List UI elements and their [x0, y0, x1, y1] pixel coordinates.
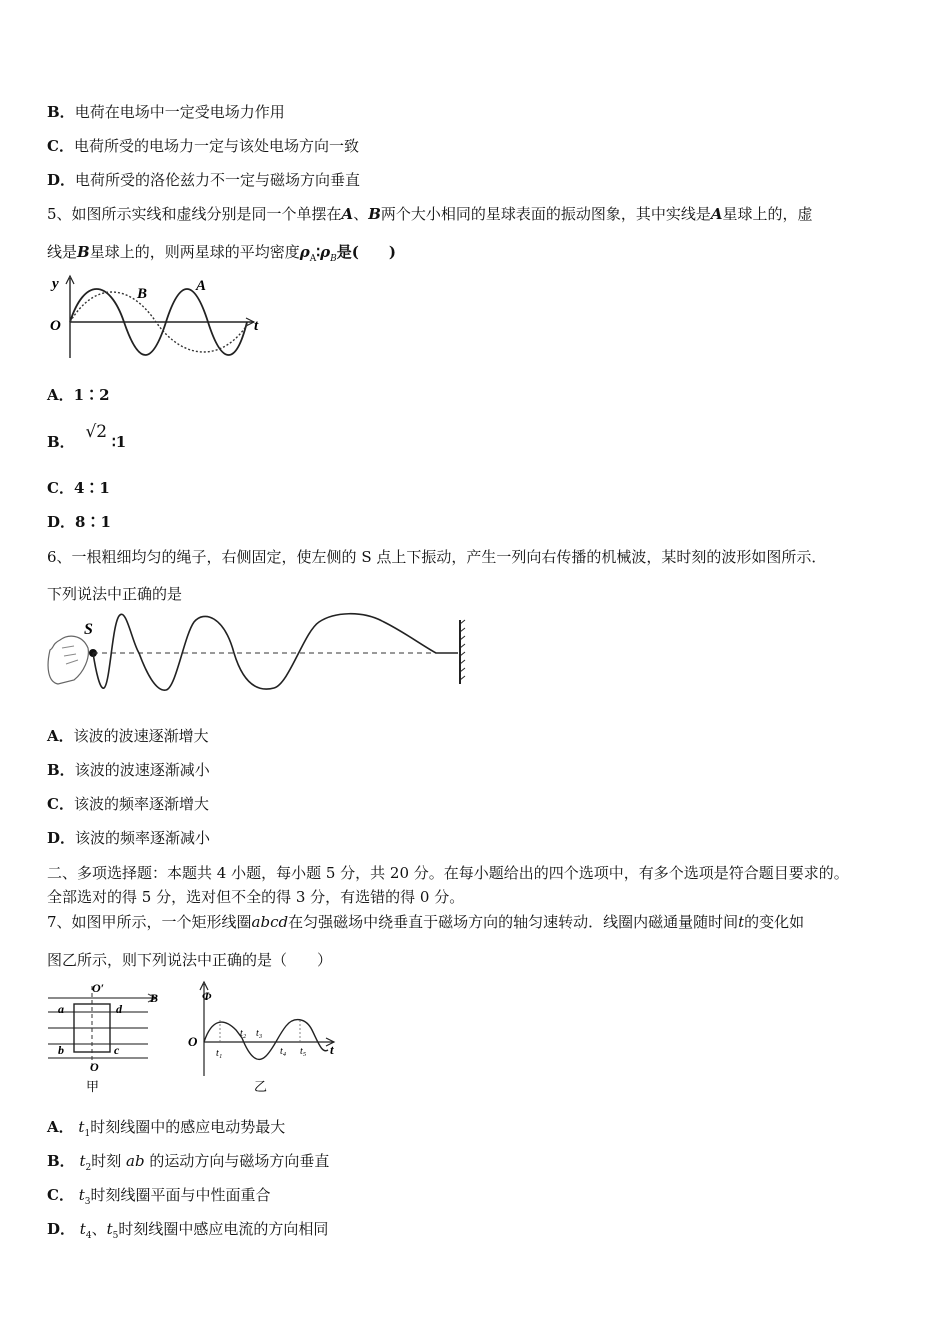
- var-t: t: [106, 1220, 113, 1238]
- q5-oscillation-figure: [44, 274, 274, 364]
- option-letter: A．: [47, 386, 74, 404]
- caption-yi: 乙: [254, 1079, 268, 1094]
- hand-icon: [48, 636, 88, 684]
- option-text: 时刻线圈中感应电流的方向相同: [118, 1220, 329, 1238]
- q5-stem-line1: [47, 204, 813, 224]
- option-sep: 、: [91, 1220, 107, 1238]
- q6-option-a: [47, 726, 209, 746]
- option-text: 该波的频率逐渐减小: [75, 829, 211, 847]
- var-a: A: [710, 205, 723, 223]
- t-sub: 4: [85, 1231, 92, 1241]
- wave-curve: [93, 614, 458, 690]
- q7-stem-line2: 图乙所示，则下列说法中正确的是（ ）: [47, 951, 333, 969]
- label-a: a: [58, 1002, 64, 1016]
- var-t: t: [738, 913, 745, 931]
- rho-sub-b: B: [330, 254, 337, 264]
- q5-option-c: [47, 478, 110, 498]
- option-letter: B．: [47, 103, 75, 121]
- var-t: t: [78, 1118, 85, 1136]
- t1-label: t₁: [216, 1048, 223, 1059]
- var-a: A: [341, 205, 354, 223]
- q7-option-c: [47, 1185, 271, 1212]
- q7-stem-line1: [47, 912, 804, 932]
- q6-rope-wave-figure: [44, 612, 469, 704]
- section2-heading-line2: 全部选对的得 5 分，选对但不全的得 3 分，有选错的得 0 分。: [47, 888, 465, 906]
- option-text: 时刻线圈中的感应电动势最大: [90, 1118, 286, 1136]
- rho-symbol: ρ: [299, 243, 310, 261]
- q6-option-b: [47, 760, 210, 780]
- s-label: S: [84, 621, 93, 638]
- var-t: t: [79, 1152, 86, 1170]
- stem-text: 7、如图甲所示，一个矩形线圈: [47, 913, 252, 931]
- q4-option-d: [47, 170, 360, 190]
- stem-text: 的变化如: [744, 913, 805, 931]
- option-text: 1∶2: [73, 386, 110, 404]
- sqrt-two: √2: [85, 422, 108, 442]
- t5-label: t₅: [300, 1046, 307, 1057]
- t-sub: 5: [112, 1231, 119, 1241]
- label-b: b: [58, 1043, 64, 1057]
- t2-label: t₂: [240, 1028, 247, 1039]
- t-label: t: [254, 318, 259, 334]
- stem-text: 5、如图所示实线和虚线分别是同一个单摆在: [47, 205, 342, 223]
- origin-label: O: [50, 318, 61, 334]
- figure-jia: [48, 981, 158, 1094]
- t3-label: t₃: [256, 1028, 263, 1039]
- stem-text: 线是: [47, 243, 78, 261]
- stem-text: 是( ): [336, 243, 396, 261]
- option-text: 8∶1: [75, 513, 111, 531]
- option-text: 的运动方向与磁场方向垂直: [149, 1152, 330, 1170]
- t4-label: t₄: [280, 1046, 287, 1057]
- q6-option-d: [47, 828, 210, 848]
- stem-text: 星球上的，虚: [722, 205, 813, 223]
- rho-symbol: ρ: [320, 243, 331, 261]
- rho-sub-a: A: [309, 254, 317, 264]
- var-t: t: [79, 1220, 86, 1238]
- hand-fingers-icon: [62, 646, 78, 664]
- var-b: B: [368, 205, 381, 223]
- var-abcd: abcd: [251, 913, 289, 931]
- option-text: 电荷所受的洛伦兹力不一定与磁场方向垂直: [75, 171, 361, 189]
- t-sub: 3: [84, 1197, 91, 1207]
- q5-option-b: [47, 422, 127, 452]
- y-label: y: [52, 276, 59, 292]
- stem-text: 两个大小相同的星球表面的振动图象，其中实线是: [380, 205, 711, 223]
- q6-stem-line2: 下列说法中正确的是: [47, 585, 183, 603]
- option-letter: C．: [47, 795, 74, 813]
- option-letter: D．: [47, 513, 76, 531]
- var-t: t: [78, 1186, 85, 1204]
- stem-sep: 、: [353, 205, 369, 223]
- option-text: 时刻: [91, 1152, 122, 1170]
- q6-stem-line1: 6、一根粗细均匀的绳子，右侧固定，使左侧的 S 点上下振动，产生一列向右传播的机械波，某时刻的波形如图所示．: [47, 548, 827, 566]
- option-text: 时刻线圈平面与中性面重合: [90, 1186, 271, 1204]
- option-letter: B．: [47, 433, 75, 451]
- q7-option-a: [47, 1117, 285, 1144]
- ratio-sign: ∶: [316, 243, 321, 261]
- q7-option-d: [47, 1219, 328, 1246]
- option-text: 该波的波速逐渐增大: [73, 727, 209, 745]
- t-sub: 2: [85, 1163, 92, 1173]
- option-letter: D．: [47, 1220, 76, 1238]
- q7-figures: [44, 978, 344, 1098]
- option-letter: B．: [47, 1152, 75, 1170]
- t-sub: 1: [84, 1129, 91, 1139]
- option-text: 该波的频率逐渐增大: [73, 795, 209, 813]
- phi-label: Φ: [202, 989, 212, 1003]
- q5-stem-line2: [47, 242, 396, 269]
- stem-text: 星球上的，则两星球的平均密度: [89, 243, 300, 261]
- option-letter: C．: [47, 137, 74, 155]
- var-b: B: [77, 243, 90, 261]
- figure-yi: [188, 982, 334, 1094]
- option-text: 电荷在电场中一定受电场力作用: [74, 103, 285, 121]
- option-letter: C．: [47, 1186, 74, 1204]
- q4-option-c: [47, 136, 359, 156]
- flux-curve: [204, 1020, 328, 1060]
- option-letter: D．: [47, 171, 76, 189]
- q5-option-a: [47, 385, 110, 405]
- option-text: 该波的波速逐渐减小: [74, 761, 210, 779]
- q5-option-d: [47, 512, 111, 532]
- origin-label: O: [188, 1034, 198, 1049]
- option-text: 电荷所受的电场力一定与该处电场方向一致: [73, 137, 359, 155]
- curve-b-label: B: [137, 286, 148, 302]
- q4-option-b: [47, 102, 285, 122]
- stem-text: 在匀强磁场中绕垂直于磁场方向的轴匀速转动．线圈内磁通量随时间: [288, 913, 739, 931]
- var-ab: ab: [126, 1152, 145, 1170]
- t-label: t: [330, 1042, 334, 1057]
- option-letter: A．: [47, 727, 74, 745]
- option-text: ∶1: [111, 433, 127, 451]
- section2-heading-line1: 二、多项选择题：本题共 4 小题，每小题 5 分，共 20 分。在每小题给出的四个选项中，有多个选项是符合题目要求的。: [47, 864, 849, 882]
- label-o-prime: O′: [92, 981, 105, 995]
- label-d: d: [116, 1002, 122, 1016]
- q7-option-b: [47, 1151, 329, 1178]
- option-letter: C．: [47, 479, 74, 497]
- option-letter: B．: [47, 761, 75, 779]
- label-o: O: [90, 1060, 99, 1074]
- label-field-b: B: [150, 991, 159, 1005]
- label-c: c: [114, 1043, 120, 1057]
- q6-option-c: [47, 794, 209, 814]
- option-text: 4∶1: [73, 479, 110, 497]
- option-letter: D．: [47, 829, 76, 847]
- caption-jia: 甲: [86, 1079, 100, 1094]
- curve-a-label: A: [196, 278, 207, 294]
- option-letter: A．: [47, 1118, 74, 1136]
